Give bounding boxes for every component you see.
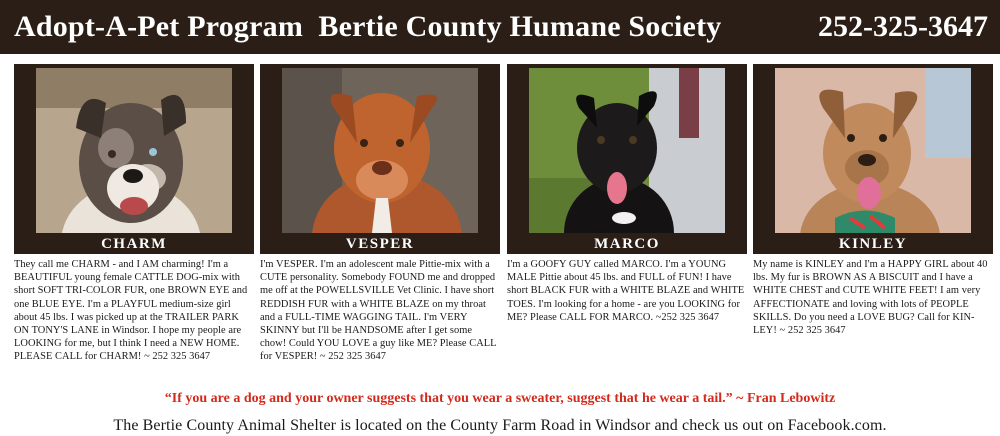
photo-frame [753,64,993,254]
pet-card-vesper [260,64,500,364]
pet-description: I'm a GOOFY GUY called MARCO. I'm a YOUNG MALE Pittie about 45 lbs. and FULL of FUN! I have short BLACK FUR with a WHITE BLAZE and WHITE TOES. I'm looking for a home - are you LOOKING for ME? Please CALL FOR MARCO. ~252 325 3647 [507,259,745,323]
dog-photo-marco [529,68,725,233]
pet-name: VESPER [345,236,415,252]
pet-name: CHARM [101,236,167,252]
dog-photo-kinley [775,68,971,233]
pet-description: My name is KINLEY and I'm a HAPPY GIRL about 40 lbs. My fur is BROWN AS A BISCUIT and I have a WHITE CHEST and CUTE WHITE FEET! I am very AFFECTIONATE and loving with lots of PEOPLE SKILLS. Do you need a LOVE BUG? Call for KIN-LEY! ~ 252 325 3647 [753,259,988,337]
pet-photo-vesper [282,68,478,233]
header-phone: 252-325-3647 [818,10,988,43]
pet-card-kinley [753,64,993,337]
header-title: Adopt-A-Pet Program Bertie County Humane Society [14,10,722,43]
pet-description: They call me CHARM - and I AM charming! I'm a BEAUTIFUL young female CATTLE DOG-mix with short SOFT TRI-COLOR FUR, one BROWN EYE and one BLUE EYE. I'm a PLAYFUL medium-size girl about 45 lbs. I was picked up at the TRAILER PARK ON TONY'S LANE in Windsor. I hope my people are LOOKING for me, but I think I need a NEW HOME. PLEASE CALL for CHARM! ~ 252 325 3647 [14,259,248,363]
pet-photo-kinley [775,68,971,233]
pet-description: I'm VESPER. I'm an adolescent male Pittie-mix with a CUTE personality. Somebody FOUND me and dropped me off at the POWELLSVILLE Vet Clinic. I have short REDDISH FUR with a WHITE BLAZE on my throat and a FULL-TIME WAGGING TAIL. I'm VERY SKINNY but I'll be HANDSOME after I get some chow! Could YOU LOVE a guy like ME? Please CALL for VESPER! ~ 252 325 3647 [260,259,497,363]
dog-photo-charm [36,68,232,233]
pet-name: KINLEY [838,236,908,252]
quote: “If you are a dog and your owner suggests that you wear a sweater, suggest that he wear a tail.” ~ Fran Lebowitz [164,391,836,406]
pet-card-charm [14,64,254,364]
pet-name: MARCO [594,236,660,252]
photo-frame [507,64,747,254]
header-banner [0,0,1000,54]
dog-photo-vesper [282,68,478,233]
photo-frame [14,64,254,254]
footer-info: The Bertie County Animal Shelter is located on the County Farm Road in Windsor and check us out on Facebook.com. [113,417,887,434]
pet-photo-charm [36,68,232,233]
pet-card-marco [507,64,747,324]
pet-photo-marco [529,68,725,233]
photo-frame [260,64,500,254]
